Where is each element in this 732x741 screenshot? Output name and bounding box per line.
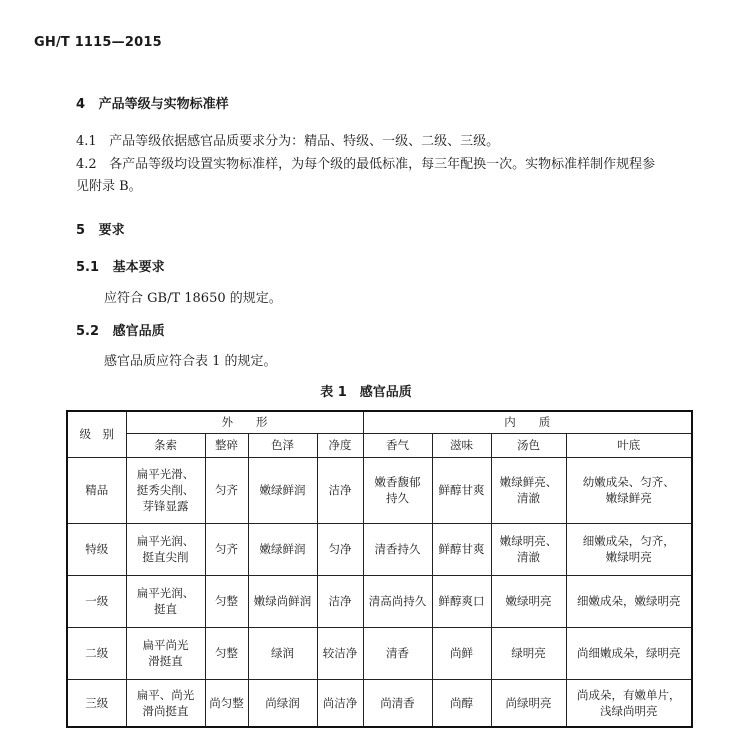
cell-line: 尚细嫩成朵，绿明亮: [577, 646, 681, 660]
clause-5-1-body: 应符合 GB/T 18650 的规定。: [104, 291, 282, 306]
cell-line: 嫩绿鲜润: [259, 483, 306, 497]
table-cell: [248, 679, 317, 727]
table-cell: [248, 627, 317, 679]
table-cell: [491, 679, 566, 727]
cell-line: 嫩绿尚鲜润: [253, 594, 312, 608]
clause-4-2: [76, 153, 655, 172]
inner-quality-group-header: 内 质: [363, 411, 692, 433]
cell-line: 匀净: [328, 542, 352, 556]
cell-line: 嫩绿明亮、: [499, 534, 558, 548]
table-cell: [248, 575, 317, 627]
cell-line: 细嫩成朵，匀齐，: [582, 534, 675, 548]
cell-line: 绿明亮: [511, 646, 546, 660]
table-cell: [491, 575, 566, 627]
table-cell: [566, 457, 692, 523]
table-cell: [126, 575, 205, 627]
section-title: 要求: [98, 223, 125, 238]
cell-line: 尚成朵，有嫩单片，: [577, 687, 681, 702]
table-cell: [205, 575, 248, 627]
clause-text: 各产品等级均设置实物标准样，为每个级的最低标准，每三年配换一次。实物标准样制作规程参: [109, 157, 656, 172]
cell-line: 挺直: [154, 602, 177, 616]
cell-line: 滑挺直: [148, 654, 183, 668]
table-row: [67, 457, 692, 523]
clause-4-1: [76, 130, 499, 149]
column-header: 香气: [363, 433, 432, 457]
clause-title: 基本要求: [112, 260, 165, 275]
table-cell: [317, 679, 363, 727]
table-cell: [126, 627, 205, 679]
cell-line: 滑尚挺直: [142, 703, 189, 718]
table-cell: [363, 575, 432, 627]
cell-line: 嫩绿鲜亮: [605, 491, 652, 505]
table-cell: [248, 457, 317, 523]
column-header: 叶底: [566, 433, 692, 457]
table-cell: [566, 523, 692, 575]
table-cell: [566, 627, 692, 679]
cell-line: 洁净: [328, 483, 352, 497]
clause-number: 5.1: [76, 260, 100, 275]
table-cell: [363, 627, 432, 679]
clause-4-2-continuation: 见附录 B。: [76, 179, 142, 194]
cell-line: 芽锋显露: [142, 499, 189, 513]
clause-5-1-heading: [76, 256, 165, 275]
grade-level-cell: 二级: [67, 627, 126, 679]
column-header: 滋味: [432, 433, 491, 457]
table-cell: [317, 457, 363, 523]
table-cell: [126, 523, 205, 575]
cell-line: 鲜醇甘爽: [438, 483, 485, 497]
cell-line: 挺直尖削: [142, 550, 189, 564]
cell-line: 尚醇: [450, 695, 473, 710]
section-number: 5: [76, 223, 86, 238]
section-title: 产品等级与实物标准样: [98, 97, 229, 112]
cell-line: 尚匀整: [209, 695, 244, 710]
table-cell: [432, 679, 491, 727]
table-row: [67, 627, 692, 679]
cell-line: 嫩绿明亮: [505, 594, 552, 608]
cell-line: 尚鲜: [450, 646, 473, 660]
table-cell: [363, 679, 432, 727]
table-caption: 表 1 感官品质: [320, 385, 412, 400]
cell-line: 清澈: [517, 491, 540, 505]
table-cell: [317, 627, 363, 679]
table-cell: [205, 523, 248, 575]
clause-text: 产品等级依据感官品质要求分为：精品、特级、一级、二级、三级。: [109, 134, 500, 149]
cell-line: 匀整: [215, 594, 238, 608]
grade-level-cell: 特级: [67, 523, 126, 575]
cell-line: 较洁净: [322, 646, 358, 660]
cell-line: 匀齐: [215, 483, 238, 497]
table-cell: [491, 457, 566, 523]
cell-line: 扁平尚光: [142, 638, 189, 652]
cell-line: 尚绿明亮: [505, 695, 552, 710]
document-code-header: GH/T 1115—2015: [34, 35, 162, 50]
table-cell: [432, 627, 491, 679]
cell-line: 嫩绿明亮: [605, 550, 652, 564]
table-cell: [566, 679, 692, 727]
table-cell: [566, 575, 692, 627]
cell-line: 幼嫩成朵、匀齐、: [582, 475, 675, 489]
cell-line: 嫩香馥郁: [374, 475, 421, 489]
table-row: [67, 679, 692, 727]
cell-line: 绿润: [271, 646, 294, 660]
section-4-heading: [76, 93, 229, 112]
section-5-heading: [76, 219, 125, 238]
cell-line: 尚洁净: [322, 695, 358, 710]
grade-level-cell: 三级: [67, 679, 126, 727]
table-cell: [126, 457, 205, 523]
section-number: 4: [76, 97, 86, 112]
cell-line: 细嫩成朵，嫩绿明亮: [577, 594, 681, 608]
table-cell: [126, 679, 205, 727]
cell-line: 扁平、尚光: [136, 687, 195, 702]
level-header: 级 别: [67, 411, 126, 457]
clause-number: 4.1: [76, 134, 97, 149]
table-cell: [432, 523, 491, 575]
table-row: [67, 523, 692, 575]
cell-line: 清高尚持久: [368, 594, 427, 608]
clause-title: 感官品质: [112, 324, 165, 339]
grade-level-cell: 精品: [67, 457, 126, 523]
table-row: [67, 575, 692, 627]
table-cell: [491, 627, 566, 679]
table-header-row-columns: [67, 433, 692, 457]
appearance-group-header: 外 形: [126, 411, 363, 433]
table-cell: [432, 457, 491, 523]
cell-line: 浅绿尚明亮: [600, 703, 658, 718]
cell-line: 持久: [386, 491, 409, 505]
table-cell: [363, 457, 432, 523]
cell-line: 嫩绿鲜亮、: [499, 475, 558, 489]
cell-line: 清澈: [517, 550, 540, 564]
clause-number: 5.2: [76, 324, 100, 339]
table-cell: [205, 679, 248, 727]
cell-line: 扁平光滑、: [136, 467, 195, 481]
table-cell: [432, 575, 491, 627]
cell-line: 尚绿润: [265, 695, 300, 710]
table-cell: [205, 627, 248, 679]
cell-line: 挺秀尖削、: [136, 483, 195, 497]
table-cell: [317, 575, 363, 627]
table-cell: [317, 523, 363, 575]
cell-line: 扁平光润、: [136, 534, 195, 548]
cell-line: 清香: [386, 646, 409, 660]
cell-line: 尚清香: [380, 695, 415, 710]
column-header: 色泽: [248, 433, 317, 457]
clause-5-2-body: 感官品质应符合表 1 的规定。: [104, 354, 277, 369]
column-header: 条索: [126, 433, 205, 457]
clause-5-2-heading: [76, 320, 165, 339]
cell-line: 嫩绿鲜润: [259, 542, 306, 556]
column-header: 整碎: [205, 433, 248, 457]
table-cell: [491, 523, 566, 575]
table-cell: [363, 523, 432, 575]
table-cell: [205, 457, 248, 523]
cell-line: 扁平光润、: [136, 586, 195, 600]
table-cell: [248, 523, 317, 575]
column-header: 净度: [317, 433, 363, 457]
column-header: 汤色: [491, 433, 566, 457]
table-header-row-group: [67, 411, 692, 433]
cell-line: 鲜醇甘爽: [438, 542, 485, 556]
cell-line: 清香持久: [374, 542, 421, 556]
clause-number: 4.2: [76, 157, 97, 172]
grade-level-cell: 一级: [67, 575, 126, 627]
cell-line: 匀整: [215, 646, 238, 660]
cell-line: 匀齐: [215, 542, 238, 556]
sensory-quality-table: [66, 410, 693, 728]
cell-line: 鲜醇爽口: [438, 594, 485, 608]
cell-line: 洁净: [328, 594, 352, 608]
